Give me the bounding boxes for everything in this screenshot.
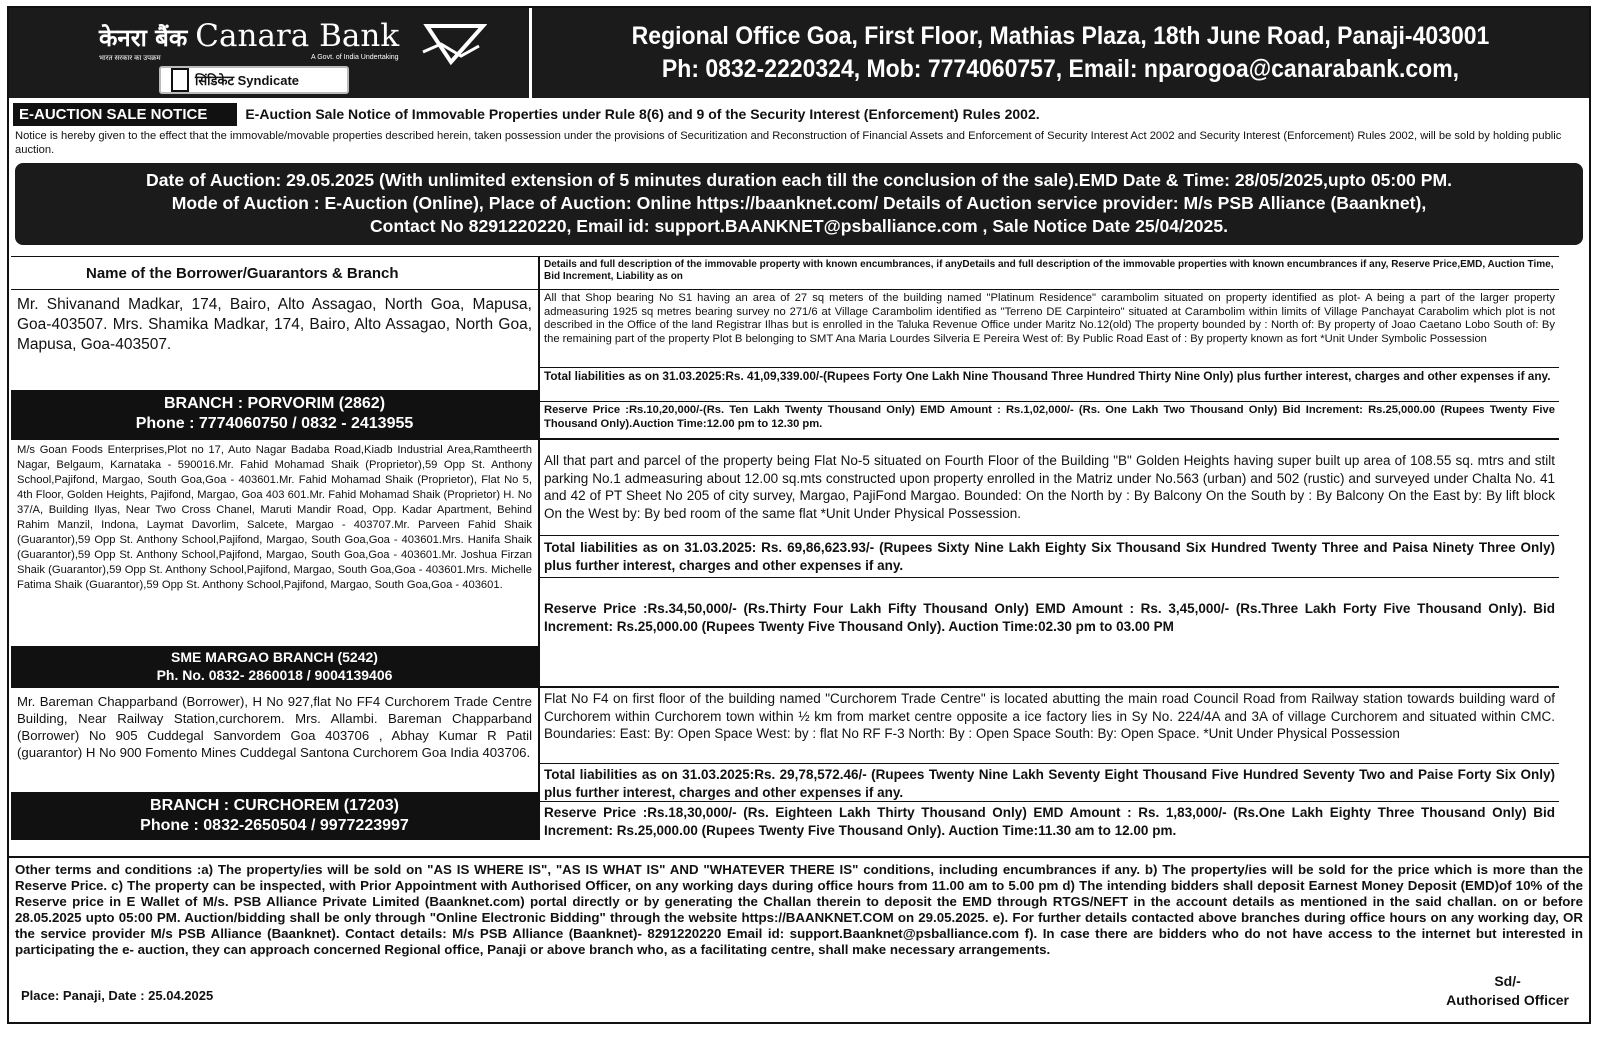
authorised-officer: Authorised Officer	[1446, 992, 1569, 1008]
syndicate-mark-icon	[171, 68, 189, 92]
notice-title-row	[9, 102, 1589, 126]
bank-hindi-name: केनरा बैंक	[99, 24, 188, 52]
reserve-price: Reserve Price :Rs.10,20,000/-(Rs. Ten Lakh Twenty Thousand Only) EMD Amount : Rs.1,02,000/- (Rs. One Lakh Two Thousand Only) Bid Increment: Rs.25,000.00 (Rupees Twenty Five Thousand Only).Auction Time:12.00 pm to 12.30 pm.	[544, 404, 1555, 430]
reserve-price: Reserve Price :Rs.34,50,000/- (Rs.Thirty Four Lakh Fifty Thousand Only) EMD Amount : Rs. 3,45,000/- (Rs.Three Lakh Forty Five Thousand Only). Bid Increment: Rs.25,000.00 (Rupees Twenty Five Thousand Only). Auction Time:02.30 pm to 03.00 PM	[544, 601, 1555, 634]
auction-details-box	[15, 163, 1583, 245]
office-address	[574, 8, 1546, 98]
syndicate-label: सिंडिकेट Syndicate	[195, 73, 300, 88]
reserve-price: Reserve Price :Rs.18,30,000/- (Rs. Eighteen Lakh Thirty Thousand Only) EMD Amount : Rs. 1,83,000/- (Rs.One Lakh Eighty Three Thousand Only) Bid Increment: Rs.25,000.00 (Rupees Twenty Five Thousand Only). Auction Time:11.30 am to 12.00 pm.	[544, 805, 1555, 838]
place-date: Place: Panaji, Date : 25.04.2025	[21, 988, 214, 1003]
signature-sd: Sd/-	[1494, 973, 1521, 989]
branch-phone: Phone : 7774060750 / 0832 - 2413955	[135, 415, 414, 432]
borrower-details: Mr. Bareman Chapparband (Borrower), H No 927,flat No FF4 Curchorem Trade Centre Building, Near Railway Station,curchorem. Mrs. Allambi. Bareman Chapparband (Borrower) No 905 Cuddegal Sanvordem Goa 403706 , Abhay Kumar R Patil (guarantor) H No 900 Fomento Mines Cuddegal Santona Curchorem Goa India 403706.	[17, 694, 532, 760]
branch-name: BRANCH : PORVORIM (2862)	[163, 395, 386, 412]
eauction-tag: E-AUCTION SALE NOTICE	[13, 103, 237, 126]
signature-block	[1446, 972, 1569, 1010]
total-liability: Total liabilities as on 31.03.2025: Rs. 69,86,623.93/- (Rupees Sixty Nine Lakh Eighty Six Thousand Six Hundred Twenty Three and Paisa Ninety Three Only) plus further interest, charges and other expenses if any.	[540, 536, 1559, 578]
branch-name: BRANCH : CURCHOREM (17203)	[150, 797, 399, 814]
col-header-property: Details and full description of the immovable property with known encumbrances, if anyDetails and full description of the immovable properties with known encumbrances if any, Reserve Price,EMD, Auction Time, Bid Increment, Liability as on	[544, 259, 1554, 282]
borrower-details: Mr. Shivanand Madkar, 174, Bairo, Alto Assagao, North Goa, Mapusa, Goa-403507. Mrs. Shamika Madkar, 174, Bairo, Alto Assagao, North Goa, Mapusa, Goa-403507.	[17, 296, 532, 353]
office-line-2: Ph: 0832-2220324, Mob: 7774060757, Email: nparogoa@canarabank.com,	[661, 55, 1460, 83]
canara-logo	[99, 18, 400, 62]
branch-block	[11, 792, 538, 840]
table-row	[11, 289, 1559, 438]
notice-intro: Notice is hereby given to the effect that the immovable/movable properties described herein, taken possession under the provisions of Securitization and Reconstruction of Financial Assets and Enforcement of Security Interest Act 2002 and Security Interest (Enforcement) Rules 2002, will be sold by holding public auction.	[15, 130, 1562, 156]
terms-and-conditions: Other terms and conditions :a) The property/ies will be sold on "AS IS WHERE IS", "AS IS WHAT IS" AND "WHATEVER THERE IS" conditions, including encumbrances if any. b) The property/ies will be sold for the price which is more than the Reserve Price. c) The property can be inspected, with Prior Appointment with Authorised Officer, on any working days during office hours from 11.00 am to 5.00 pm d) The intending bidders shall deposit Earnest Money Deposit (EMD)of 10% of the Reserve price in E Wallet of M/s. PSB Alliance Private Limited (Baanknet.com) portal directly or by generating the Challan therein to deposit the EMD through RTGS/NEFT in the account details as mentioned in the said challan. on or before 28.05.2025 upto 05:00 PM. Auction/bidding shall be only through "Online Electronic Bidding" through the website https://BAANKNET.COM on 29.05.2025. e). For further details contacted above branches during office hours on any working day, OR the service provider M/s PSB Alliance (Baanknet). Contact details: M/s PSB Alliance (Baanknet)- 8291220220 Email id: support.Baanknet@psballiance.com f). In case there are bidders who do not have access to the internet but interested in participating the e- auction, they can approach concerned Regional office, Panaji or above branch who, as a facilitating centre, shall make necessary arrangements.	[9, 856, 1589, 962]
office-line-1: Regional Office Goa, First Floor, Mathias Plaza, 18th June Road, Panaji-403001	[631, 22, 1490, 50]
branch-phone: Phone : 0832-2650504 / 9977223997	[140, 817, 409, 834]
notice-title: E-Auction Sale Notice of Immovable Properties under Rule 8(6) and 9 of the Security Interest (Enforcement) Rules 2002.	[245, 106, 1040, 122]
auction-line-3: Contact No 8291220220, Email id: support.BAANKNET@psballiance.com , Sale Notice Date 25/04/2025.	[369, 216, 1229, 236]
bank-sub-english: A Govt. of India Undertaking	[311, 54, 399, 61]
branch-block	[11, 646, 538, 686]
branch-phone: Ph. No. 0832- 2860018 / 9004139406	[156, 667, 393, 683]
notice-page	[7, 6, 1591, 1024]
table-row	[11, 686, 1559, 840]
branch-name: SME MARGAO BRANCH (5242)	[171, 649, 378, 665]
bank-sub-hindi: भारत सरकार का उपक्रम	[99, 55, 161, 62]
bank-name: Canara Bank	[195, 18, 400, 54]
property-table	[11, 256, 1559, 840]
table-row	[11, 438, 1559, 686]
syndicate-logo	[159, 66, 349, 94]
col-header-borrower: Name of the Borrower/Guarantors & Branch	[11, 257, 540, 289]
borrower-details: M/s Goan Foods Enterprises,Plot no 17, Auto Nagar Badaba Road,Kiadb Industrial Area,Ramtheerth Nagar, Belgaum, Karnataka - 590016.Mr. Fahid Mohamad Shaik (Proprietor),59 Opp St. Anthony School,Pajifond, Margao, South Goa,Goa - 403601.Mr. Fahid Mohamad Shaik (Proprietor), Flat No 5, 4th Floor, Golden Heights, Pajifond, Margao, Goa 403 601.Mr. Fahid Mohamad Shaik (Proprietor) H. No 37/A, Building Ilyas, Near Two Cross Chanel, Maruti Mandir Road, Opp. Kadar Apartment, Behind Rahim Manzil, Indona, Laymat Davorlim, Salcete, Margao - 403707.Mr. Parveen Fahid Shaik (Guarantor),59 Opp St. Anthony School,Pajifond, Margao, South Goa,Goa - 403601.Mrs. Hanifa Shaik (Guarantor),59 Opp St. Anthony School,Pajifond, Margao, South Goa,Goa - 403601.Mr. Joshua Firzan Shaik (Guarantor),59 Opp St. Anthony School,Pajifond, Margao, South Goa,Goa - 403601.Mrs. Michelle Fatima Shaik (Guarantor),59 Opp St. Anthony School,Pajifond, Margao, South Goa,Goa - 403601.	[17, 444, 532, 591]
table-header-row	[11, 256, 1559, 289]
header-bar	[9, 8, 1589, 98]
auction-line-2: Mode of Auction : E-Auction (Online), Place of Auction: Online https://baanknet.com/ Details of Auction service provider: M/s PSB Alliance (Baanknet),	[171, 193, 1427, 213]
property-description: All that part and parcel of the property being Flat No-5 situated on Fourth Floor of the Building "B" Golden Heights having super built up area of 108.55 sq. mtrs and stilt parking No.1 admeasuring about 12.00 sq.mts constructed upon property enrolled in the Matriz under No.563 (urban) and 502 (rustic) and surveyed under Chalta No. 41 and 42 of PT Sheet No 205 of city survey, Margao, PajiFond Margao. Bounded: On the North by : By Balcony On the South by : By Balcony On the East by: By lift block On the West by: By bed room of the same flat *Unit Under Physical Possession.	[540, 440, 1559, 536]
canara-emblem-icon	[421, 22, 487, 66]
branch-block	[11, 390, 538, 438]
logo-area	[9, 8, 532, 98]
property-description: All that Shop bearing No S1 having an area of 27 sq meters of the building named "Platinum Residence" carambolim situated on property identified as plot- A being a part of the larger property admeasuring 1925 sq metres bearing survey no 271/6 at Village Carambolim identified as "Terreno DE Carpinteiro" situated at Carambolim within limits of Village Panchayat Carabolim which plot is not described in the Office of the land Registrar Ilhas but is enrolled in the Taluka Revenue Office under Maritz No.12(old) The property bounded by : North of: By property of Joao Caetano Lobo South of: By the remaining part of the property Plot B belonging to SMT Ana Maria Lourdes Silveria E Pereira West of: By Public Road East of : By property known as fort *Unit Under Symbolic Possession	[540, 290, 1559, 368]
total-liability: Total liabilities as on 31.03.2025:Rs. 29,78,572.46/- (Rupees Twenty Nine Lakh Seventy Eight Thousand Five Hundred Seventy Two and Paise Forty Six Only) plus further interest, charges and other expenses if any.	[540, 764, 1559, 802]
auction-line-1: Date of Auction: 29.05.2025 (With unlimited extension of 5 minutes duration each till the conclusion of the sale).EMD Date & Time: 28/05/2025,upto 05:00 PM.	[146, 170, 1452, 190]
total-liability: Total liabilities as on 31.03.2025:Rs. 41,09,339.00/-(Rupees Forty One Lakh Nine Thousand Three Hundred Thirty Nine Only) plus further interest, charges and other expenses if any.	[540, 368, 1559, 402]
property-description: Flat No F4 on first floor of the building named "Curchorem Trade Centre" is located abutting the main road Council Road from Railway station towards building ward of Curchorem within Curchorem town within ½ km from market centre opposite a ice factory lies in Sy No. 224/4A and 3A of village Curchorem and situated within CMC. Boundaries: East: By: Open Space West: by : flat No RF F-3 North: By : Open Space South: By: Open Space. *Unit Under Physical Possession	[540, 688, 1559, 764]
